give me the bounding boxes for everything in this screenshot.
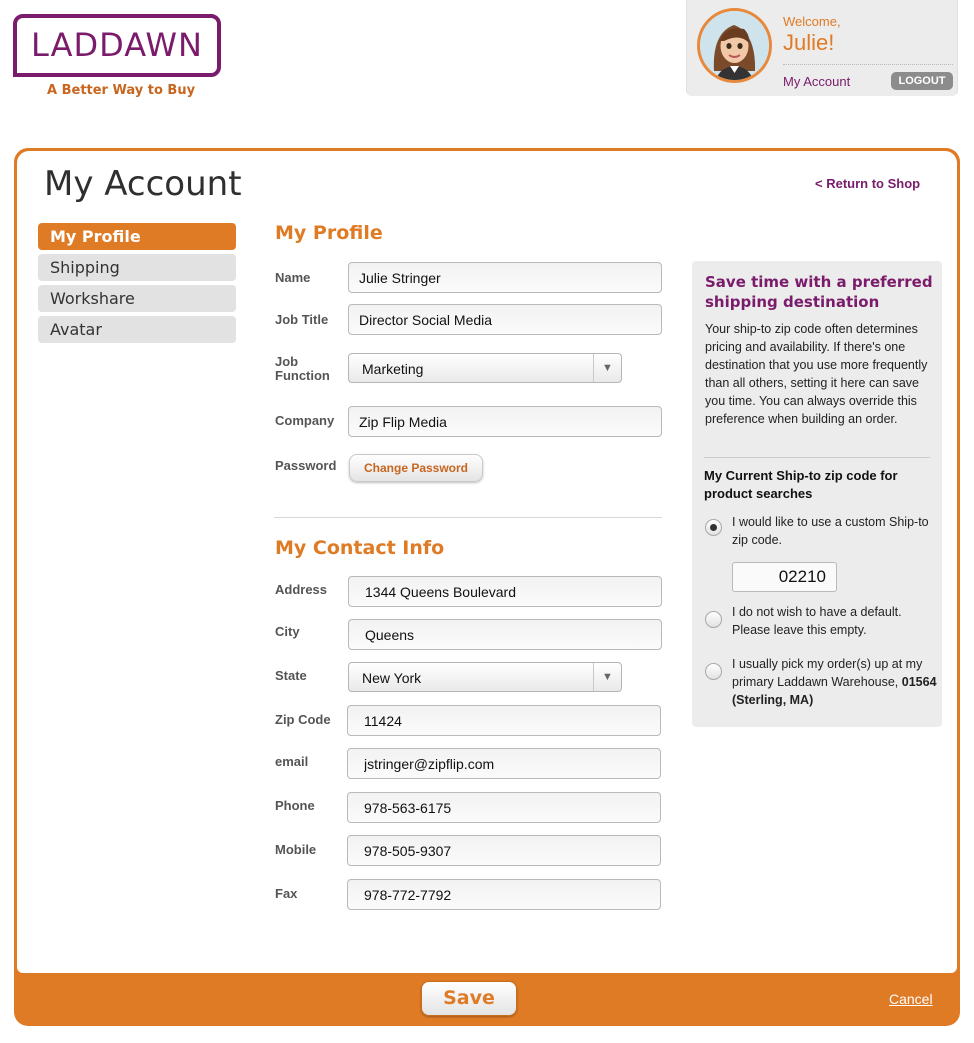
- state-value: New York: [362, 670, 422, 686]
- company-input[interactable]: [348, 406, 662, 437]
- zip-code-label: Zip Code: [275, 712, 331, 727]
- radio-custom-zip-label: I would like to use a custom Ship-to zip code.: [732, 515, 929, 547]
- user-panel: [686, 0, 958, 96]
- sidebar-item-my-profile[interactable]: My Profile: [38, 223, 236, 250]
- shipping-panel-divider: [704, 457, 930, 458]
- return-to-shop-link[interactable]: < Return to Shop: [815, 176, 921, 191]
- page-title: My Account: [44, 164, 242, 204]
- welcome-label: Welcome,: [783, 14, 841, 29]
- name-label: Name: [275, 270, 311, 285]
- save-button[interactable]: Save: [421, 981, 517, 1016]
- my-account-link[interactable]: My Account: [783, 74, 851, 89]
- my-profile-heading: My Profile: [275, 222, 383, 244]
- radio-no-default-label: I do not wish to have a default. Please leave this empty.: [732, 605, 902, 637]
- radio-custom-zip[interactable]: [705, 519, 722, 536]
- shipping-panel-description: Your ship-to zip code often determines pricing and availability. If there's one destination that you use more frequently than all others, setting it here can save you time. You can always override this preference when building an order.: [705, 322, 928, 426]
- company-label: Company: [275, 413, 335, 428]
- section-divider: [274, 517, 662, 518]
- radio-warehouse-label: [732, 655, 937, 709]
- fax-input[interactable]: [347, 879, 661, 910]
- job-title-label: Job Title: [275, 312, 329, 327]
- shipping-panel-subtitle: My Current Ship-to zip code for product searches: [704, 468, 898, 501]
- account-sidebar: [38, 223, 236, 347]
- shipping-preference-panel: [692, 261, 942, 727]
- address-input[interactable]: [348, 576, 662, 607]
- fax-label: Fax: [275, 886, 298, 901]
- logo-text: LADDAWN: [31, 26, 203, 64]
- chevron-down-icon: ▼: [593, 354, 621, 382]
- shipping-panel-title: Save time with a preferred shipping destination: [705, 273, 933, 311]
- city-input[interactable]: [348, 619, 662, 650]
- logo[interactable]: [13, 14, 221, 77]
- job-function-label-line-1: Job: [275, 354, 299, 369]
- phone-label: Phone: [275, 798, 315, 813]
- job-function-label: [275, 355, 330, 383]
- state-select[interactable]: [348, 662, 622, 692]
- radio-no-default[interactable]: [705, 611, 722, 628]
- sidebar-item-avatar[interactable]: Avatar: [38, 316, 236, 343]
- mobile-input[interactable]: [347, 835, 661, 866]
- job-function-value: Marketing: [362, 361, 424, 377]
- sidebar-item-shipping[interactable]: Shipping: [38, 254, 236, 281]
- address-label: Address: [275, 582, 328, 597]
- change-password-button[interactable]: Change Password: [349, 454, 483, 482]
- custom-zip-input[interactable]: [732, 562, 837, 592]
- state-label: State: [275, 668, 307, 683]
- job-function-select[interactable]: [348, 353, 622, 383]
- phone-input[interactable]: [347, 792, 661, 823]
- zip-code-input[interactable]: [347, 705, 661, 736]
- job-title-input[interactable]: [348, 304, 662, 335]
- avatar-icon: [700, 11, 769, 80]
- logout-button[interactable]: LOGOUT: [891, 72, 953, 90]
- avatar-image: [700, 11, 769, 80]
- radio-warehouse-text: I usually pick my order(s) up at my primary Laddawn Warehouse,: [732, 657, 923, 689]
- welcome-name: Julie!: [783, 30, 835, 55]
- warehouse-name: 01564 (Sterling, MA): [732, 675, 937, 707]
- avatar[interactable]: [697, 8, 772, 83]
- city-label: City: [275, 624, 300, 639]
- contact-info-heading: My Contact Info: [275, 537, 445, 559]
- radio-warehouse[interactable]: [705, 663, 722, 680]
- user-divider: [783, 64, 953, 65]
- mobile-label: Mobile: [275, 842, 317, 857]
- email-input[interactable]: [347, 748, 661, 779]
- cancel-link[interactable]: Cancel: [889, 991, 933, 1007]
- logo-tagline: A Better Way to Buy: [47, 83, 196, 98]
- sidebar-item-workshare[interactable]: Workshare: [38, 285, 236, 312]
- chevron-down-icon: ▼: [593, 663, 621, 691]
- name-input[interactable]: [348, 262, 662, 293]
- email-label: email: [275, 754, 309, 769]
- password-label: Password: [275, 458, 337, 473]
- job-function-label-line-2: Function: [275, 368, 330, 383]
